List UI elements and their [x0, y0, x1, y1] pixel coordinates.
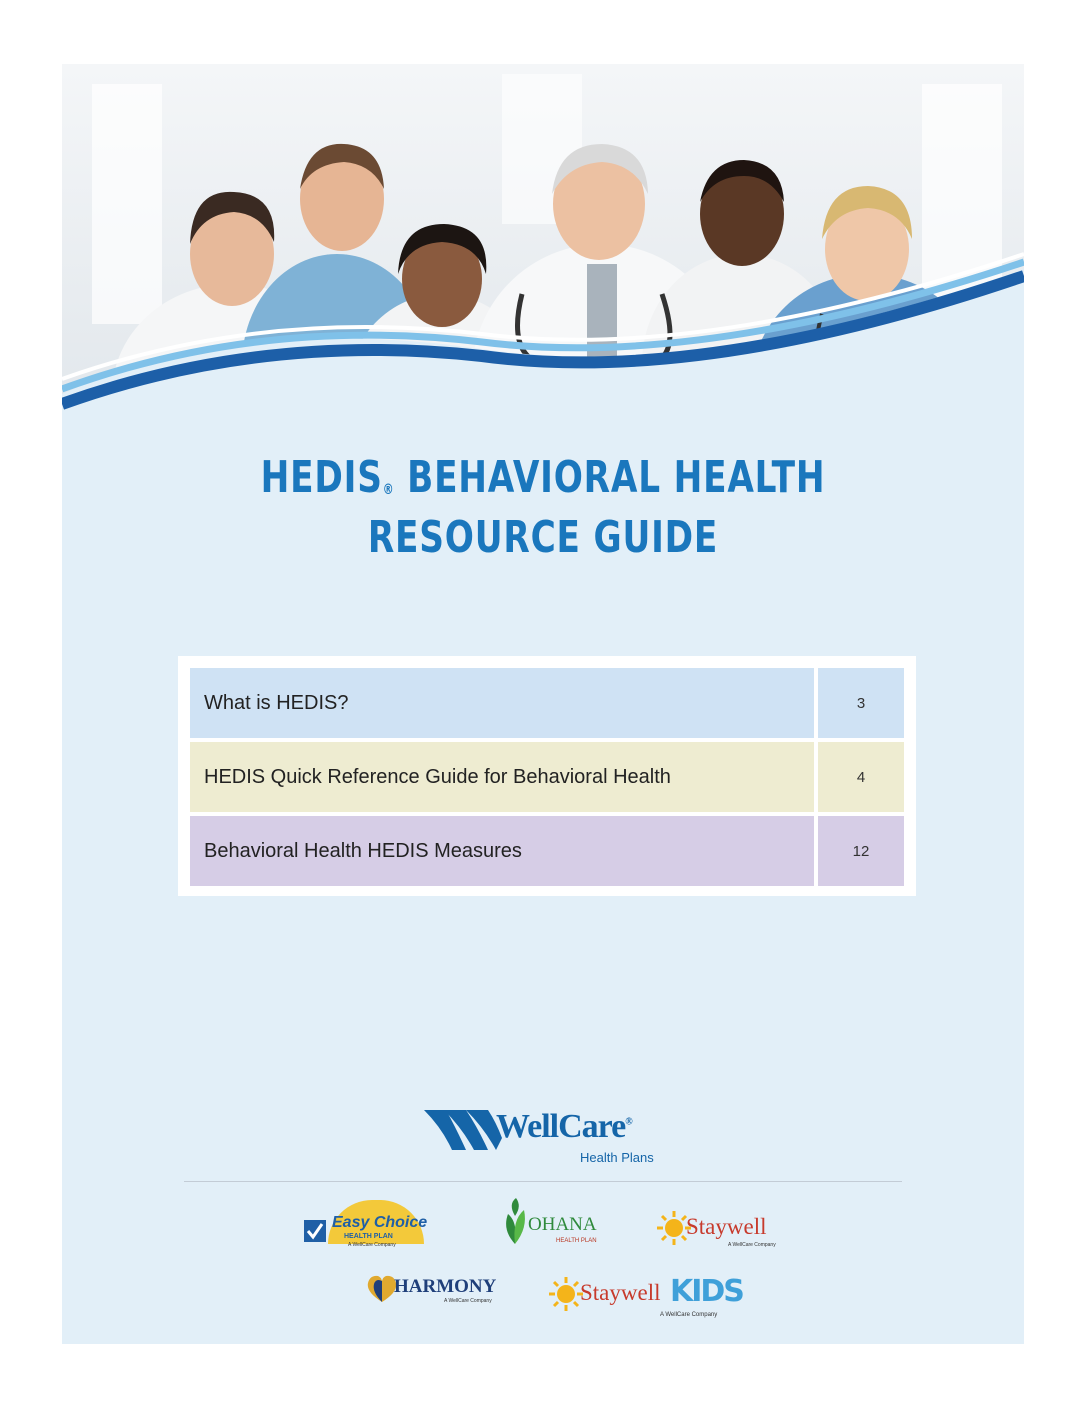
toc-label: What is HEDIS? — [190, 668, 814, 738]
ohana-sub: HEALTH PLAN — [556, 1238, 597, 1244]
leaf-icon — [498, 1196, 532, 1246]
wellcare-wordmark: WellCare® — [496, 1108, 632, 1145]
sun-icon — [548, 1276, 584, 1312]
kids-wordmark: KIDS — [670, 1274, 743, 1309]
title-behavioral-health: BEHAVIORAL HEALTH — [394, 452, 826, 503]
harmony-company: A WellCare Company — [444, 1298, 492, 1304]
divider — [184, 1181, 902, 1182]
easy-choice-name: Easy Choice — [332, 1214, 428, 1231]
toc-label: Behavioral Health HEDIS Measures — [190, 816, 814, 886]
toc-label: HEDIS Quick Reference Guide for Behavioral Health — [190, 742, 814, 812]
wellcare-tagline: Health Plans — [580, 1150, 654, 1165]
wellcare-wave-icon — [422, 1108, 502, 1152]
staywell-logo — [656, 1210, 782, 1254]
registered-mark: ® — [382, 482, 395, 498]
staywell-kids-name: Staywell — [580, 1280, 661, 1305]
harmony-name: HARMONY — [394, 1276, 497, 1297]
checkmark-icon — [304, 1220, 326, 1242]
table-of-contents — [178, 656, 916, 896]
easy-choice-company: A WellCare Company — [348, 1242, 396, 1248]
ohana-logo — [498, 1196, 608, 1252]
toc-row-what-is-hedis[interactable] — [190, 668, 904, 738]
toc-row-measures[interactable] — [190, 816, 904, 886]
staywell-kids-logo — [548, 1272, 748, 1320]
page-title-line1 — [168, 448, 918, 508]
staywell-kids-company: A WellCare Company — [660, 1312, 718, 1318]
page-title-line2: RESOURCE GUIDE — [367, 512, 719, 563]
cover-page — [62, 64, 1024, 1344]
toc-page-number: 12 — [818, 816, 904, 886]
wellcare-logo — [422, 1104, 662, 1168]
title-hedis: HEDIS — [260, 452, 383, 503]
harmony-logo — [366, 1272, 516, 1308]
staywell-name: Staywell — [686, 1214, 767, 1239]
toc-row-quick-reference[interactable] — [190, 742, 904, 812]
header-photo — [62, 64, 1024, 464]
ohana-name: OHANA — [528, 1214, 597, 1235]
easy-choice-logo — [304, 1200, 434, 1254]
easy-choice-sub: HEALTH PLAN — [344, 1233, 393, 1240]
toc-page-number: 3 — [818, 668, 904, 738]
staywell-company: A WellCare Company — [728, 1242, 776, 1248]
toc-page-number: 4 — [818, 742, 904, 812]
